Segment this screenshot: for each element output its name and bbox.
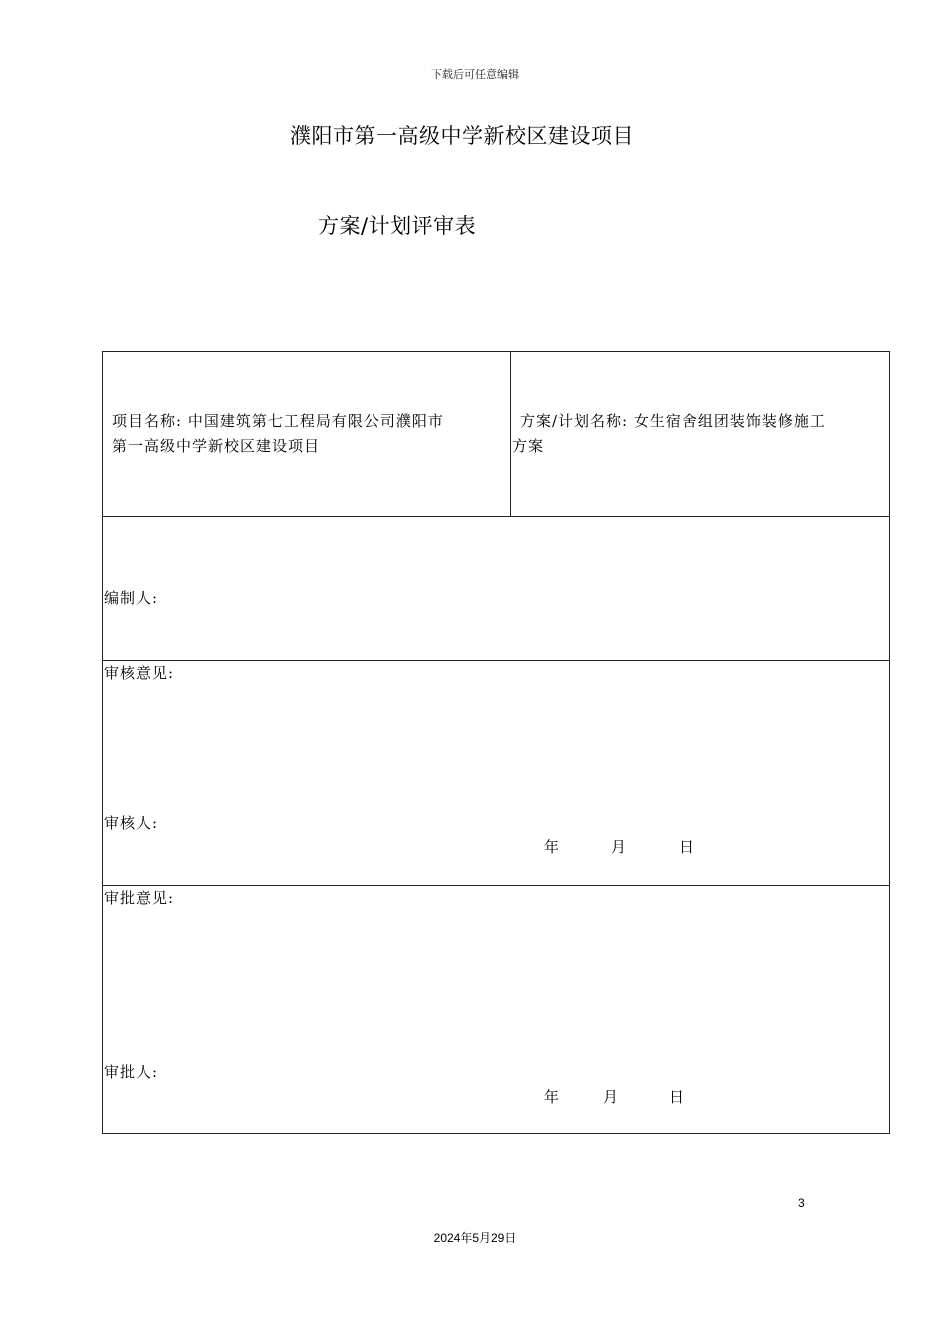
approval-month-label: 月: [603, 1088, 620, 1106]
reviewer-label: 审核人:: [104, 814, 159, 832]
row-divider: [103, 660, 889, 661]
document-title: 濮阳市第一高级中学新校区建设项目: [290, 124, 634, 148]
footer-date: 2024年5月29日: [433, 1231, 517, 1245]
column-divider: [510, 352, 511, 516]
row-divider: [103, 516, 889, 517]
approval-year-label: 年: [544, 1088, 561, 1106]
review-day-label: 日: [679, 838, 696, 856]
review-month-label: 月: [611, 838, 628, 856]
compiler-label: 编制人:: [104, 589, 159, 607]
project-name-cell: [112, 409, 444, 459]
approval-day-label: 日: [669, 1088, 686, 1106]
document-subtitle: 方案/计划评审表: [318, 214, 477, 238]
approval-opinion-label: 审批意见:: [104, 889, 175, 907]
plan-name-line1: 方案/计划名称: 女生宿舍组团装饰装修施工: [520, 412, 826, 430]
review-opinion-label: 审核意见:: [104, 664, 175, 682]
review-year-label: 年: [544, 838, 561, 856]
header-note: 下载后可任意编辑: [431, 68, 519, 81]
row-divider: [103, 885, 889, 886]
approver-label: 审批人:: [104, 1063, 159, 1081]
project-name-line2: 第一高级中学新校区建设项目: [112, 437, 321, 455]
plan-name-line2: 方案: [512, 437, 545, 455]
project-name-line1: 项目名称: 中国建筑第七工程局有限公司濮阳市: [112, 412, 444, 430]
review-form-table: [102, 351, 890, 1134]
page-number: 3: [798, 1196, 805, 1210]
plan-name-cell: [512, 409, 890, 459]
